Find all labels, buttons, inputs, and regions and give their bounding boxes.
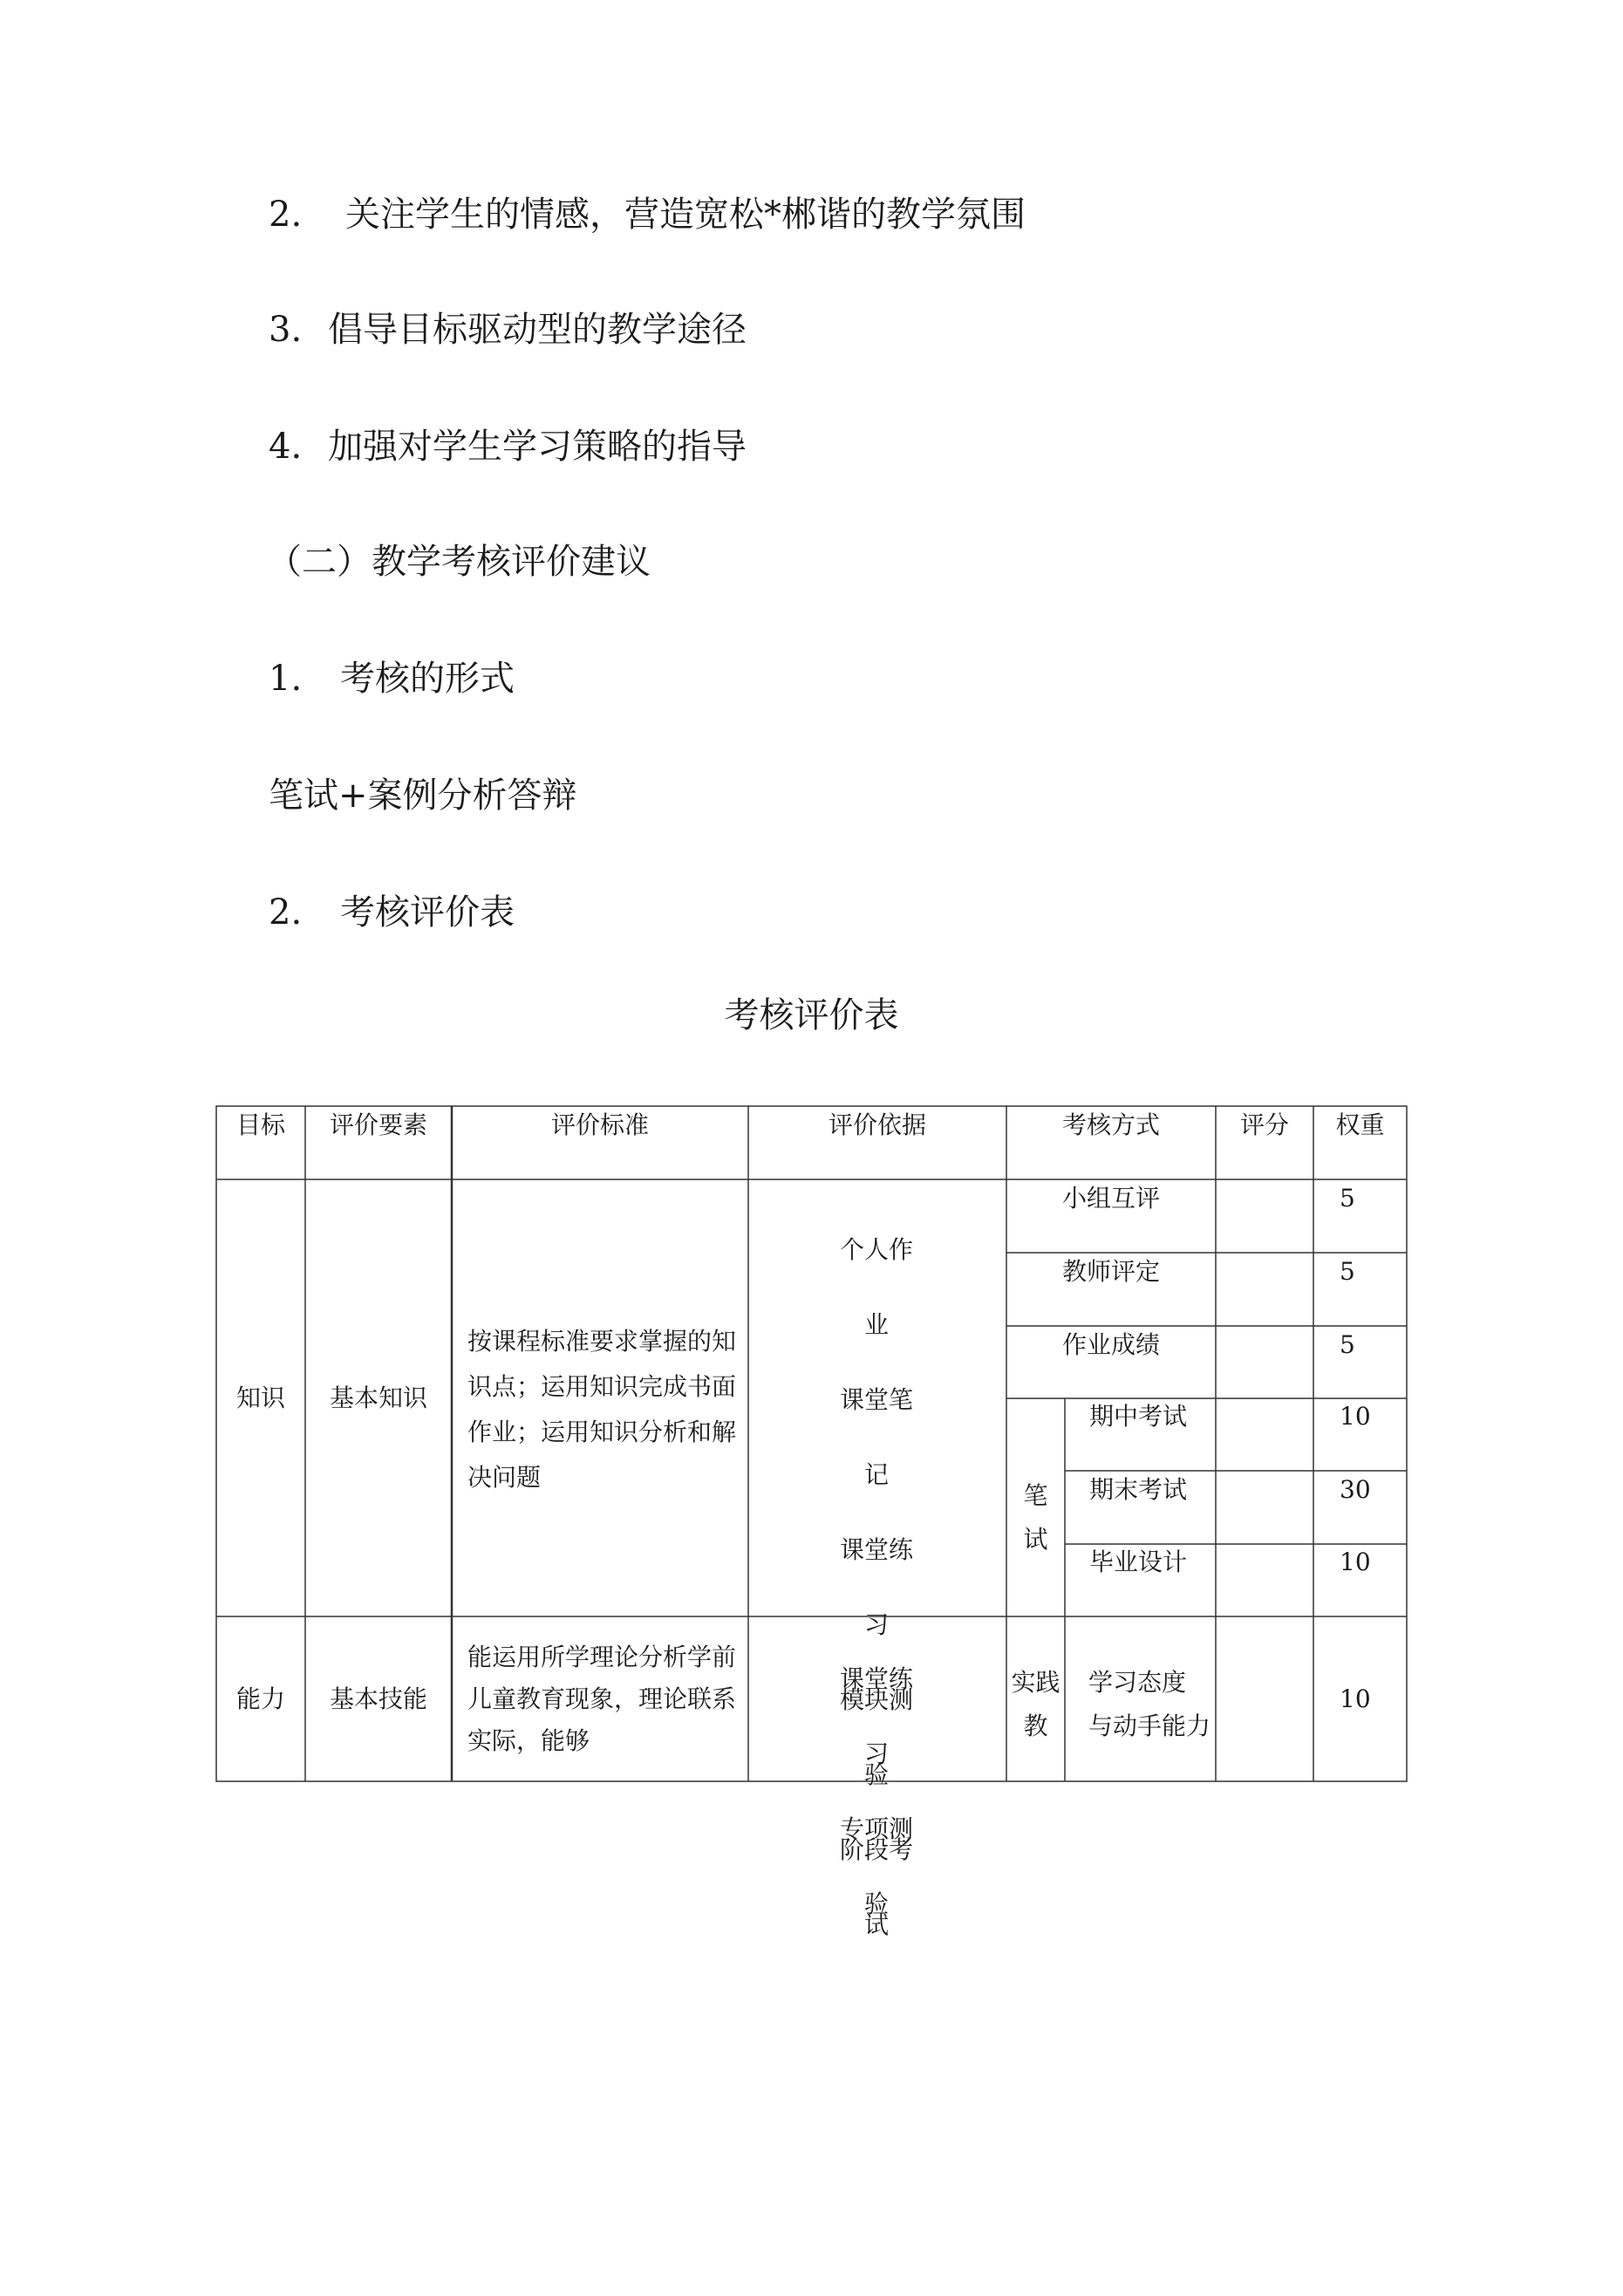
standard-line: 按课程标准要求掌握的知 [467,1327,737,1356]
practice-label [1006,1661,1065,1748]
standard-line: 实际，能够 [467,1726,590,1755]
ability-goal: 能力 [235,1684,285,1713]
ability-weight: 10 [1340,1684,1371,1713]
weight-final: 30 [1340,1475,1371,1504]
method-midterm: 期中考试 [1089,1402,1188,1431]
paragraph-text: 考核评价表 [340,892,515,933]
paragraph-text: （二）教学考核评价建议 [267,542,651,582]
method-final: 期末考试 [1089,1475,1188,1504]
paragraph-text: 考核的形式 [340,659,515,699]
paragraph-number: 1. [269,659,303,699]
standard-line: 作业；运用知识分析和解 [467,1418,737,1446]
paragraph-number: 3. [269,310,303,350]
paragraph-number: 2. [269,892,303,933]
header-basis: 评价依据 [828,1110,926,1139]
weight-midterm: 10 [1340,1402,1371,1431]
basis-item: 课堂笔记 [839,1385,913,1489]
basis-item: 专项测验 [839,1814,913,1918]
ability-basis [829,1642,924,1942]
paragraph-text: 加强对学生学习策略的指导 [328,427,747,467]
written-exam-char: 笔 [1023,1481,1048,1510]
paragraph-text: 关注学生的情感，营造宽松*郴谐的教学氛围 [345,195,1026,235]
method-graduation: 毕业设计 [1089,1548,1188,1576]
ability-element: 基本技能 [329,1684,427,1713]
practice-label-line: 实践 [1011,1668,1060,1697]
method-teacher-eval: 教师评定 [1061,1257,1160,1286]
basis-item: 阶段考试 [839,1835,913,1939]
method-line: 与动手能力 [1088,1712,1211,1740]
header-element: 评价要素 [329,1110,427,1139]
standard-line: 决问题 [467,1463,542,1492]
method-homework: 作业成绩 [1061,1330,1160,1359]
basis-item: 模块测验 [839,1685,913,1789]
header-score: 评分 [1239,1110,1289,1139]
method-peer-review: 小组互评 [1061,1184,1160,1213]
weight-peer-review: 5 [1340,1184,1355,1213]
standard-line: 能运用所学理论分析学前 [467,1643,737,1671]
basis-item: 课堂练习 [839,1535,913,1639]
ability-method [1088,1661,1210,1748]
weight-teacher-eval: 5 [1340,1257,1355,1286]
paragraph-text: 倡导目标驱动型的教学途径 [328,310,747,350]
method-line: 学习态度 [1088,1668,1187,1697]
knowledge-standard [467,1319,748,1500]
weight-homework: 5 [1340,1330,1355,1359]
weight-graduation: 10 [1340,1548,1371,1576]
knowledge-element: 基本知识 [329,1384,427,1412]
header-standard: 评价标准 [550,1110,649,1139]
paragraph-text: 笔试+案例分析答辩 [269,776,577,816]
paragraph-number: 4. [269,427,303,467]
paragraph-number: 2. [269,195,303,235]
header-goal: 目标 [235,1110,285,1139]
basis-item: 个人作业 [839,1235,913,1339]
written-exam-label [1006,1474,1065,1561]
knowledge-goal: 知识 [235,1384,285,1412]
header-method: 考核方式 [1061,1110,1160,1139]
written-exam-char: 试 [1023,1525,1048,1554]
basis-item: 课堂练习 [839,1664,913,1768]
standard-line: 识点；运用知识完成书面 [467,1372,737,1401]
ability-standard [467,1637,748,1762]
practice-label-line: 教 [1023,1712,1048,1740]
header-weight: 权重 [1335,1110,1385,1139]
standard-line: 儿童教育现象，理论联系 [467,1684,737,1713]
table-title: 考核评价表 [724,995,899,1035]
